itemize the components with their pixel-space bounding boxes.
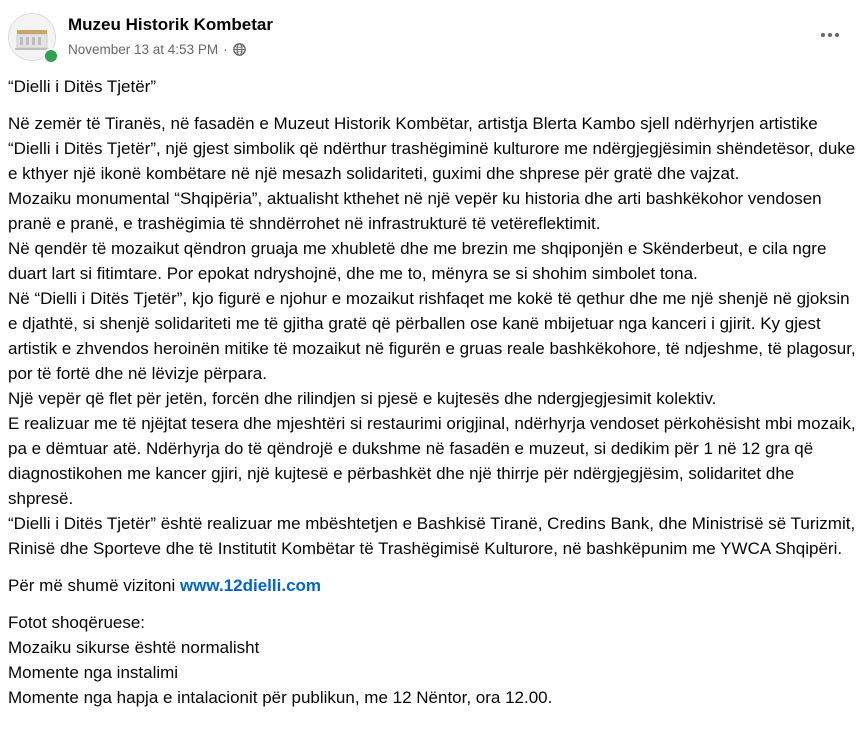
paragraph-center-figure: Në qendër të mozaikut qëndron gruaja me xhubletë dhe me brezin me shqiponjën e Skënderbeut, e cila ngre duart lart si fitimtare. Por epokat ndryshojnë, dhe me to, mënyra se si shohim simbolet tona. [8, 239, 827, 283]
paragraph-solidarity: Në “Dielli i Ditës Tjetër”, kjo figurë e njohur e mozaikut rishfaqet me kokë të qethur dhe me një shenjë në gjoksin e djathtë, si shenjë solidariteti me të gjitha gratë që përballen ose kanë mbijetuar nga kanceri i gjirit. Ky gjest artistik e zhvendos heroinën mitike të mozaikut në figurën e gruas reale bashkëkohore, të ndjeshme, të plagosur, por të fortë dhe në lëvizje përpara. [8, 289, 856, 383]
website-link[interactable]: www.12dielli.com [179, 576, 322, 595]
visit-line [8, 573, 858, 598]
post-body [8, 74, 858, 710]
visit-prefix: Për më shumë vizitoni [8, 576, 180, 595]
post-title: “Dielli i Ditës Tjetër” [8, 77, 156, 96]
paragraph-tesserae: E realizuar me të njëjtat tesera dhe mjeshtëri si restaurimi origjinal, ndërhyrja vendoset përkohësisht mbi mozaik, pa e dëmtuar atë. Ndërhyrja do të qëndrojë e dukshme në fasadën e muzeut, si dedikim për 1 në 12 gra që diagnostikohen me kancer gjiri, një kujtesë e përbashkët dhe një thirrje për ndërgjegjësim, solidaritet dhe shpresë. [8, 414, 856, 508]
paragraph-life: Një vepër që flet për jetën, forcën dhe rilindjen si pjesë e kujtesës dhe ndergjegjesimit kolektiv. [8, 389, 717, 408]
meta-separator: · [223, 42, 228, 57]
post-meta [68, 42, 246, 57]
paragraph-support: “Dielli i Ditës Tjetër” është realizuar me mbështetjen e Bashkisë Tiranë, Credins Bank, dhe Ministrisë së Turizmit, Rinisë dhe Sporteve dhe të Institutit Kombëtar të Trashëgimisë Kulturore, në bashkëpunim me YWCA Shqipëri. [8, 514, 856, 558]
page-name-link[interactable]: Muzeu Historik Kombetar [68, 15, 273, 34]
more-options-icon[interactable] [812, 22, 848, 48]
online-status-dot [43, 48, 59, 64]
photo-line: Momente nga instalimi [8, 663, 179, 682]
paragraph-mosaic: Mozaiku monumental “Shqipëria”, aktualisht kthehet në një vepër ku historia dhe arti bashkëkohor vendosen pranë e pranë, e trashëgimia të shndërrohet në infrastrukturë të vetëreflektimit. [8, 189, 822, 233]
post-timestamp[interactable]: November 13 at 4:53 PM [68, 42, 219, 57]
globe-icon[interactable] [233, 43, 246, 56]
paragraph-intro: Në zemër të Tiranës, në fasadën e Muzeut Historik Kombëtar, artistja Blerta Kambo sjell ndërhyrjen artistike “Dielli i Ditës Tjetër”, një gjest simbolik që ndërthur trashëgiminë kulturore me ndërgjegjësimin shëndetësor, duke e kthyer një ikonë kombëtare në një mesazh solidariteti, guximi dhe shprese për gratë dhe vajzat. [8, 114, 856, 183]
photo-line: Mozaiku sikurse është normalisht [8, 638, 260, 657]
post-header [0, 0, 865, 70]
photos-heading: Fotot shoqëruese: [8, 613, 146, 632]
photo-line: Momente nga hapja e intalacionit për publikun, me 12 Nëntor, ora 12.00. [8, 688, 553, 707]
